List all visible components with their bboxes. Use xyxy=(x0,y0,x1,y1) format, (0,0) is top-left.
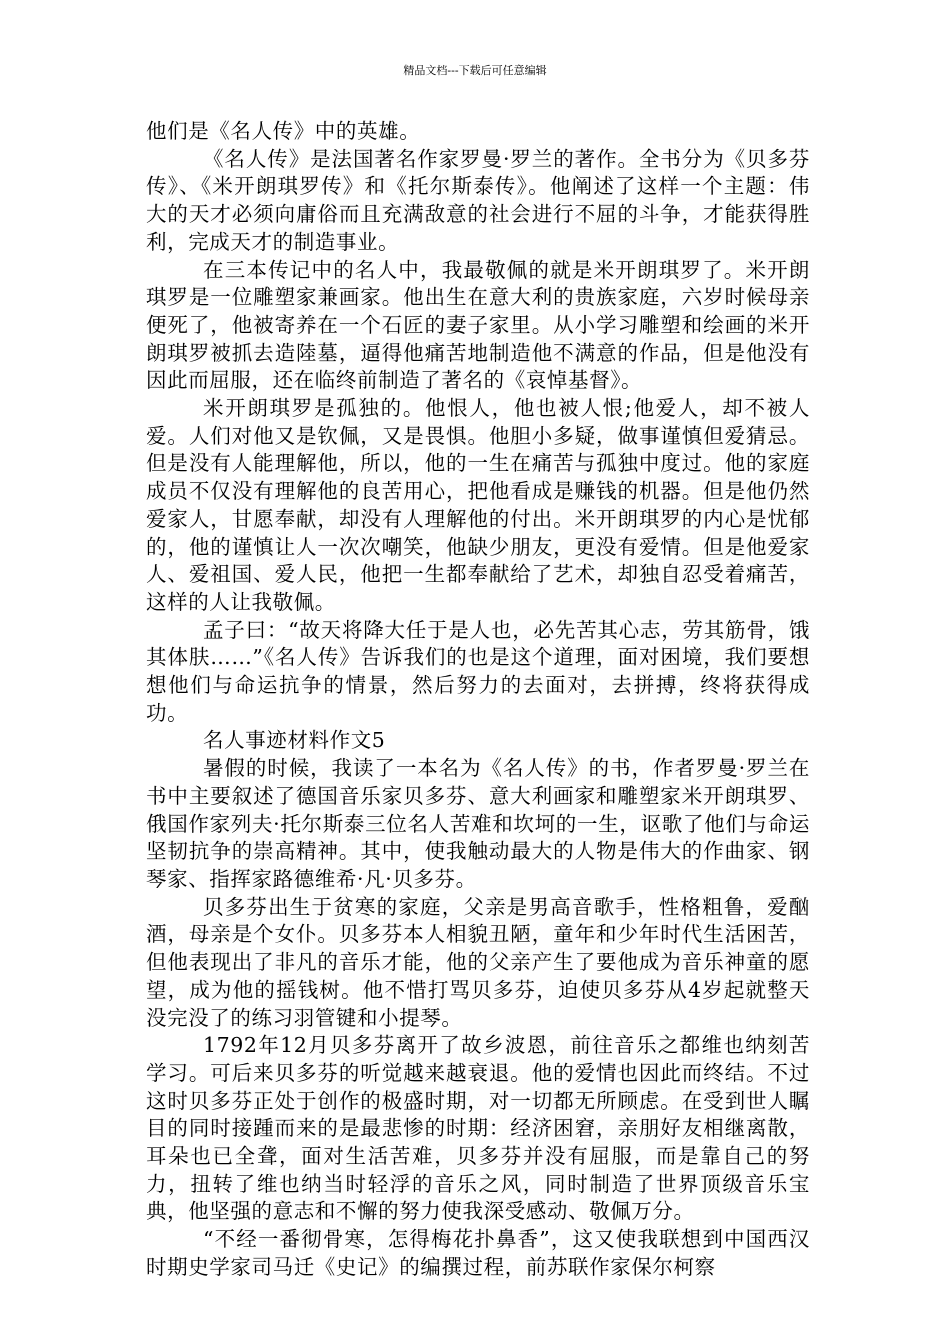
paragraph-9: “不经一番彻骨寒，怎得梅花扑鼻香”，这又使我联想到中国西汉时期史学家司马迁《史记》的编撰过程，前苏联作家保尔柯察 xyxy=(146,1227,810,1279)
paragraph-3: 在三本传记中的名人中，我最敬佩的就是米开朗琪罗了。米开朗琪罗是一位雕塑家兼画家。他出生在意大利的贵族家庭，六岁时候母亲便死了，他被寄养在一个石匠的妻子家里。从小学习雕塑和绘画的米开朗琪罗被抓去造陸墓，逼得他痛苦地制造他不满意的作品，但是他没有因此而屈服，还在临终前制造了著名的《哀悼基督》。 xyxy=(146,257,810,393)
paragraph-6: 暑假的时候，我读了一本名为《名人传》的书，作者罗曼·罗兰在书中主要叙述了德国音乐家贝多芬、意大利画家和雕塑家米开朗琪罗、俄国作家列夫·托尔斯泰三位名人苦难和坎坷的一生，讴歌了他们与命运坚韧抗争的崇高精神。其中，使我触动最大的人物是伟大的作曲家、钢琴家、指挥家路德维希·凡·贝多芬。 xyxy=(146,756,810,891)
paragraph-5: 孟子曰：“故天将降大任于是人也，必先苦其心志，劳其筋骨，饿其体肤……”《名人传》告诉我们的也是这个道理，面对困境，我们要想想他们与命运抗争的情景，然后努力的去面对，去拼搏，终将获得成功。 xyxy=(146,617,810,725)
section-heading: 名人事迹材料作文5 xyxy=(203,728,386,753)
paragraph-4: 米开朗琪罗是孤独的。他恨人，他也被人恨;他爱人，却不被人爱。人们对他又是钦佩，又是畏惧。他胆小多疑，做事谨慎但爱猜忌。但是没有人能理解他，所以，他的一生在痛苦与孤独中度过。他的家庭成员不仅没有理解他的良苦用心，把他看成是赚钱的机器。但是他仍然爱家人，甘愿奉献，却没有人理解他的付出。米开朗琪罗的内心是忧郁的，他的谨慎让人一次次嘲笑，他缺少朋友，更没有爱情。但是他爱家人、爱祖国、爱人民，他把一生都奉献给了艺术，却独自忍受着痛苦，这样的人让我敬佩。 xyxy=(146,396,810,614)
document-body xyxy=(146,118,810,1282)
paragraph-2: 《名人传》是法国著名作家罗曼·罗兰的著作。全书分为《贝多芬传》、《米开朗琪罗传》和《托尔斯泰传》。他阐述了这样一个主题：伟大的天才必须向庸俗而且充满敌意的社会进行不屈的斗争，才能获得胜利，完成天才的制造事业。 xyxy=(146,146,810,254)
page-header: 精品文档---下载后可任意编辑 xyxy=(403,64,547,77)
paragraph-7: 贝多芬出生于贫寒的家庭，父亲是男高音歌手，性格粗鲁，爱酗酒，母亲是个女仆。贝多芬本人相貌丑陋，童年和少年时代生活困苦，但他表现出了非凡的音乐才能，他的父亲产生了要他成为音乐神童的愿望，成为他的摇钱树。他不惜打骂贝多芬，迫使贝多芬从4岁起就整天没完没了的练习羽管键和小提琴。 xyxy=(146,894,810,1030)
paragraph-8: 1792年12月贝多芬离开了故乡波恩，前往音乐之都维也纳刻苦学习。可后来贝多芬的听觉越来越衰退。他的爱情也因此而终结。不过这时贝多芬正处于创作的极盛时期，对一切都无所顾虑。在受到世人瞩目的同时接踵而来的是最悲惨的时期：经济困窘，亲朋好友相继离散，耳朵也已全聋，面对生活苦难，贝多芬并没有屈服，而是靠自己的努力，扭转了维也纳当时轻浮的音乐之风，同时制造了世界顶级音乐宝典，他坚强的意志和不懈的努力使我深受感动、敬佩万分。 xyxy=(146,1033,810,1224)
paragraph-1: 他们是《名人传》中的英雄。 xyxy=(146,119,421,143)
